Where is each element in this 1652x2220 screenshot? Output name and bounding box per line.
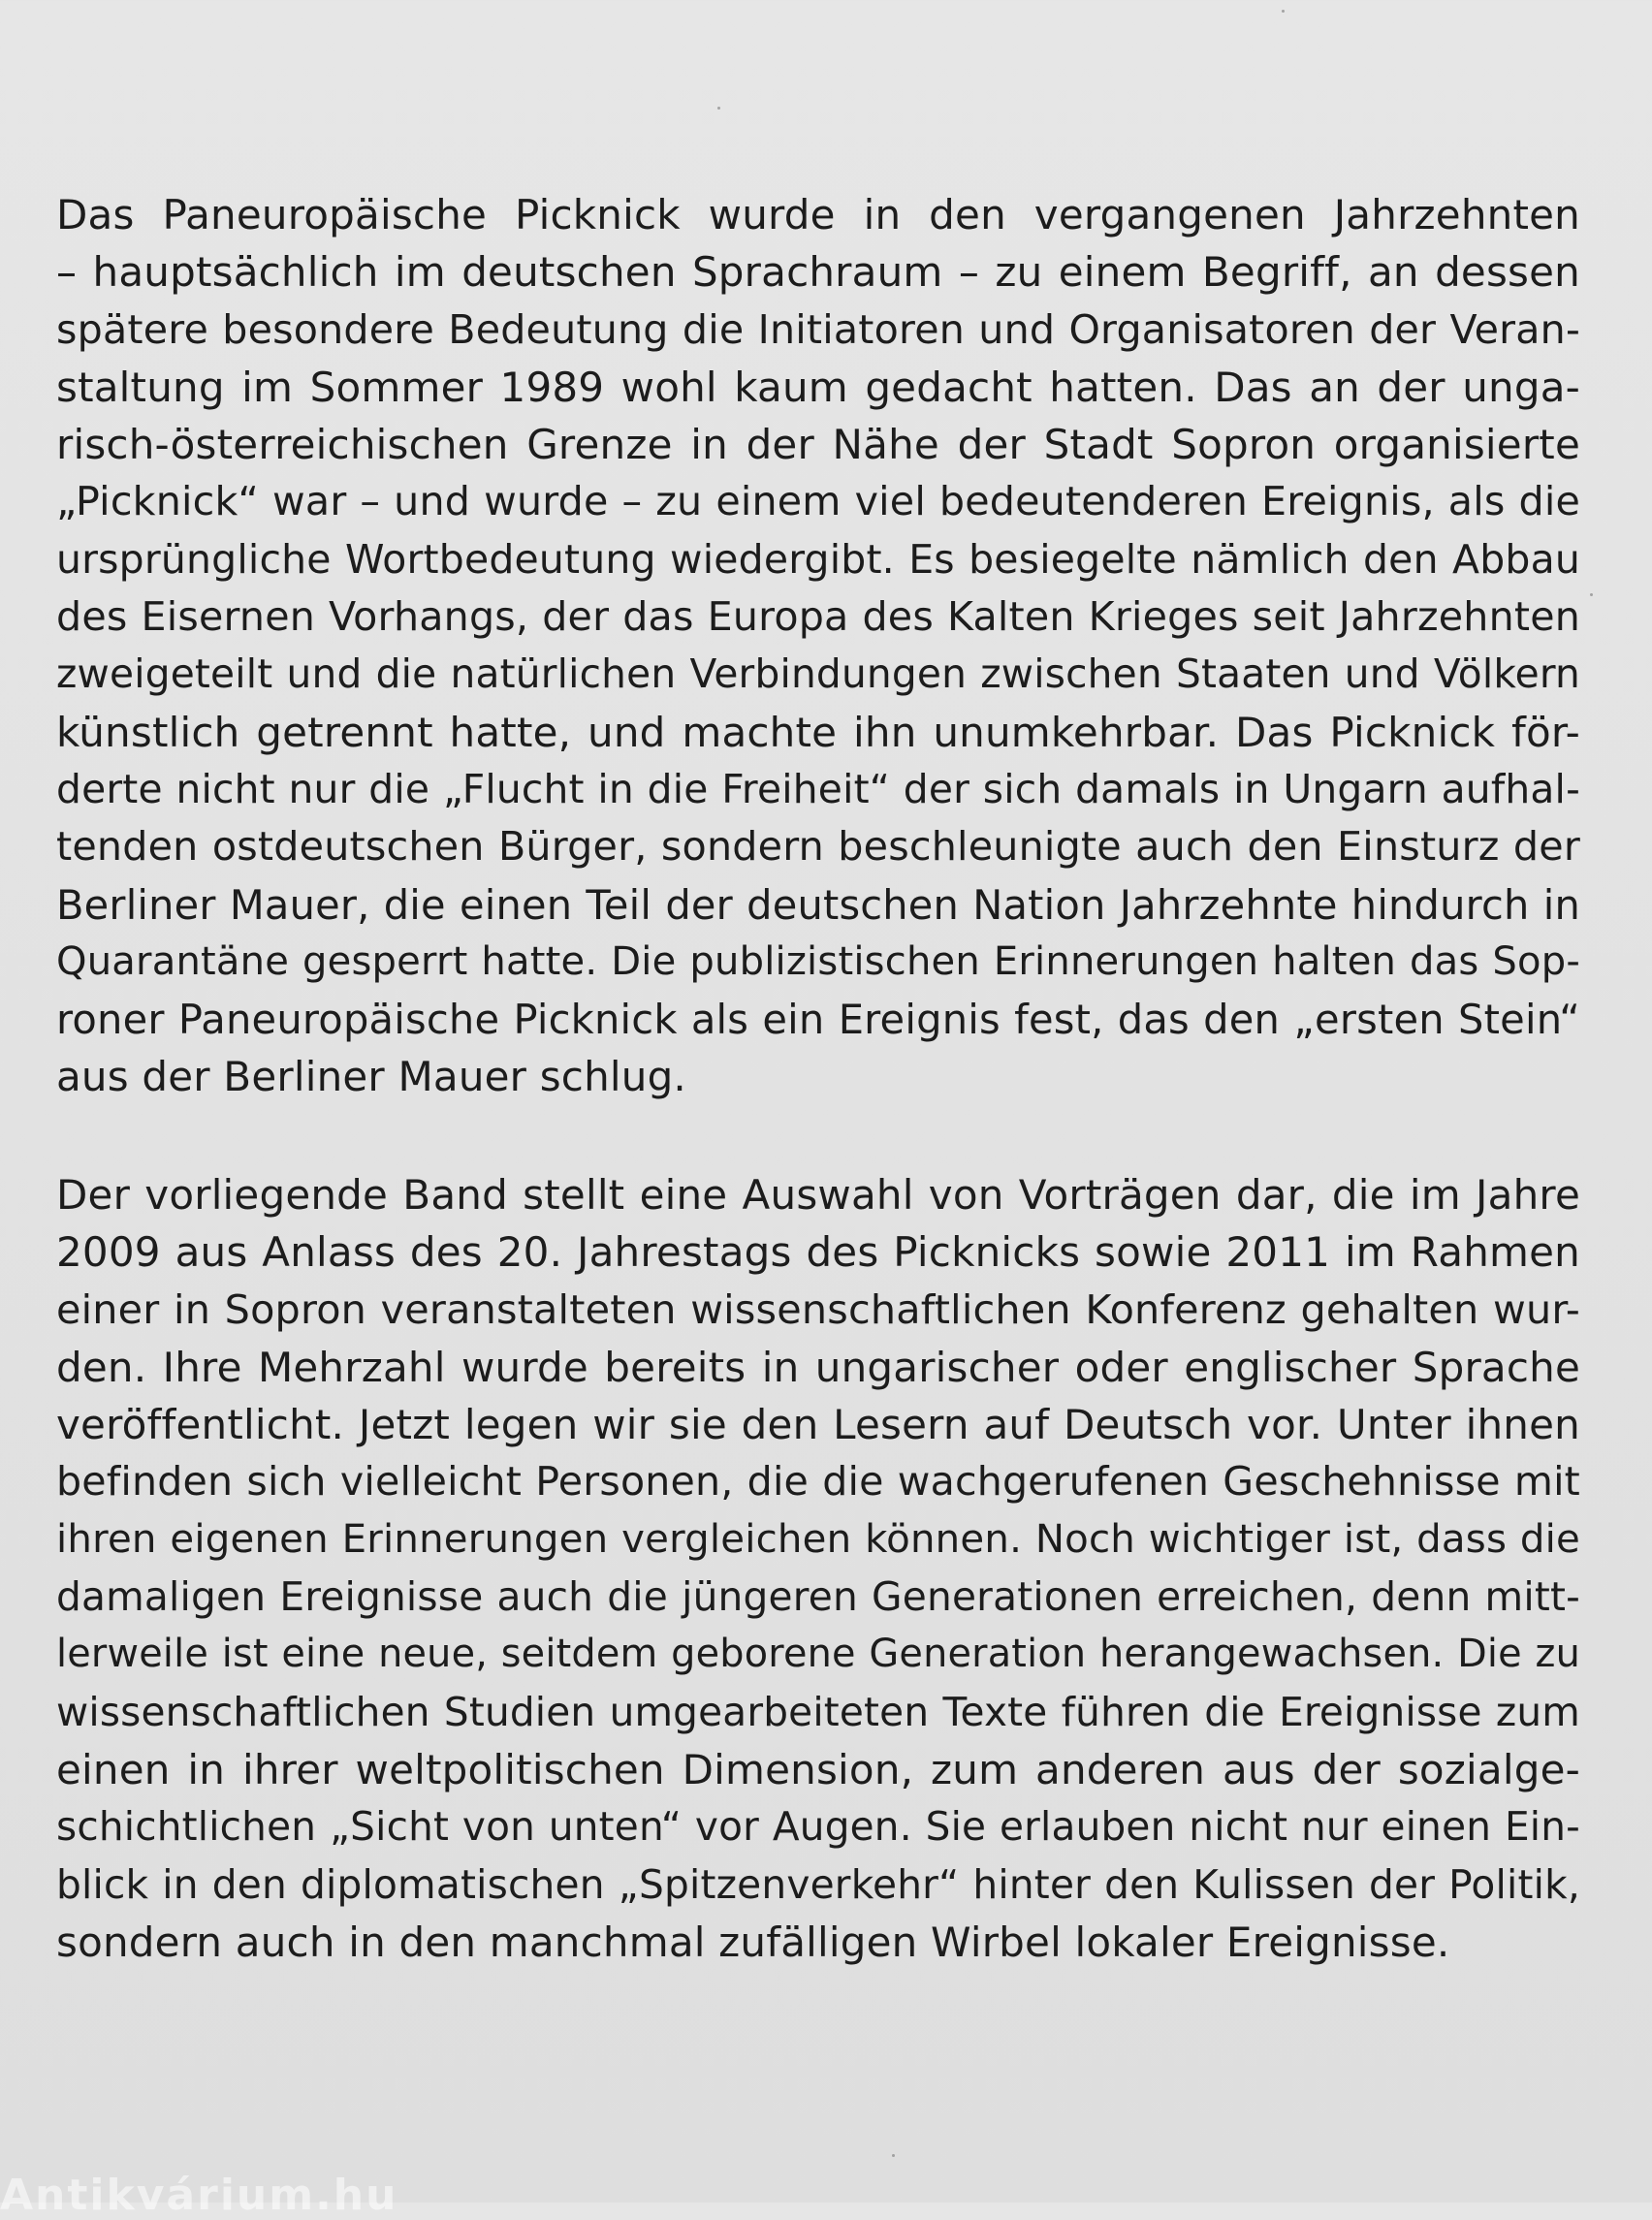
dust-speck bbox=[1282, 10, 1285, 13]
text-line: Quarantäne gesperrt hatte. Die publizistischen Erinnerungen halten das Sop- bbox=[56, 938, 1580, 984]
text-line: damaligen Ereignisse auch die jüngeren Generationen erreichen, denn mitt- bbox=[56, 1573, 1580, 1621]
text-line: befinden sich vielleicht Personen, die die wachgerufenen Geschehnisse mit bbox=[56, 1458, 1580, 1506]
text-line: den. Ihre Mehrzahl wurde bereits in ungarischer oder englischer Sprache bbox=[56, 1343, 1580, 1391]
text-line: staltung im Sommer 1989 wohl kaum gedacht hatten. Das an der unga- bbox=[56, 363, 1580, 411]
text-line: Der vorliegende Band stellt eine Auswahl von Vorträgen dar, die im Jahre bbox=[56, 1171, 1580, 1219]
text-line: ursprüngliche Wortbedeutung wiedergibt. Es besiegelte nämlich den Abbau bbox=[56, 535, 1580, 583]
dust-speck bbox=[1590, 593, 1593, 596]
text-line: schichtlichen „Sicht von unten“ vor Augen. Sie erlauben nicht nur einen Ein- bbox=[56, 1803, 1580, 1851]
text-line: Das Paneuropäische Picknick wurde in den vergangenen Jahrzehnten bbox=[56, 191, 1580, 238]
text-line: aus der Berliner Mauer schlug. bbox=[56, 1053, 686, 1101]
watermark: Antikvárium.hu bbox=[0, 2171, 398, 2220]
text-line: Berliner Mauer, die einen Teil der deutschen Nation Jahrzehnte hindurch in bbox=[56, 880, 1580, 929]
text-line: künstlich getrennt hatte, und machte ihn unumkehrbar. Das Picknick för- bbox=[56, 708, 1580, 756]
text-line: risch-österreichischen Grenze in der Nähe der Stadt Sopron organisierte bbox=[56, 421, 1580, 469]
text-line: veröffentlicht. Jetzt legen wir sie den Lesern auf Deutsch vor. Unter ihnen bbox=[56, 1401, 1580, 1449]
text-line: derte nicht nur die „Flucht in die Freiheit“ der sich damals in Ungarn aufhal- bbox=[56, 765, 1580, 812]
text-line: spätere besondere Bedeutung die Initiatoren und Organisatoren der Veran- bbox=[56, 305, 1580, 353]
text-line: 2009 aus Anlass des 20. Jahrestags des Picknicks sowie 2011 im Rahmen bbox=[56, 1228, 1580, 1277]
text-line: einer in Sopron veranstalteten wissenschaftlichen Konferenz gehalten wur- bbox=[56, 1285, 1580, 1333]
text-line: sondern auch in den manchmal zufälligen Wirbel lokaler Ereignisse. bbox=[56, 1918, 1450, 1966]
paragraph-2 bbox=[56, 1166, 1580, 1971]
text-line: einen in ihrer weltpolitischen Dimension, zum anderen aus der sozialge- bbox=[56, 1745, 1580, 1793]
text-line: lerweile ist eine neue, seitdem geborene Generation herangewachsen. Die zu bbox=[56, 1632, 1580, 1677]
text-line: roner Paneuropäische Picknick als ein Ereignis fest, das den „ersten Stein“ bbox=[56, 996, 1580, 1044]
text-line: ihren eigenen Erinnerungen vergleichen können. Noch wichtiger ist, dass die bbox=[56, 1516, 1580, 1562]
paragraph-1 bbox=[56, 186, 1580, 1106]
text-line: – hauptsächlich im deutschen Sprachraum – zu einem Begriff, an dessen bbox=[56, 248, 1580, 297]
text-line: blick in den diplomatischen „Spitzenverkehr“ hinter den Kulissen der Politik, bbox=[56, 1860, 1580, 1908]
text-line: zweigeteilt und die natürlichen Verbindungen zwischen Staaten und Völkern bbox=[56, 650, 1580, 698]
dust-speck bbox=[892, 2154, 895, 2157]
text-line: wissenschaftlichen Studien umgearbeiteten Texte führen die Ereignisse zum bbox=[56, 1688, 1580, 1735]
dust-speck bbox=[717, 107, 720, 110]
text-line: tenden ostdeutschen Bürger, sondern beschleunigte auch den Einsturz der bbox=[56, 823, 1580, 871]
text-line: des Eisernen Vorhangs, der das Europa des Kalten Krieges seit Jahrzehnten bbox=[56, 593, 1580, 641]
text-line: „Picknick“ war – und wurde – zu einem viel bedeutenderen Ereignis, als die bbox=[56, 478, 1580, 525]
